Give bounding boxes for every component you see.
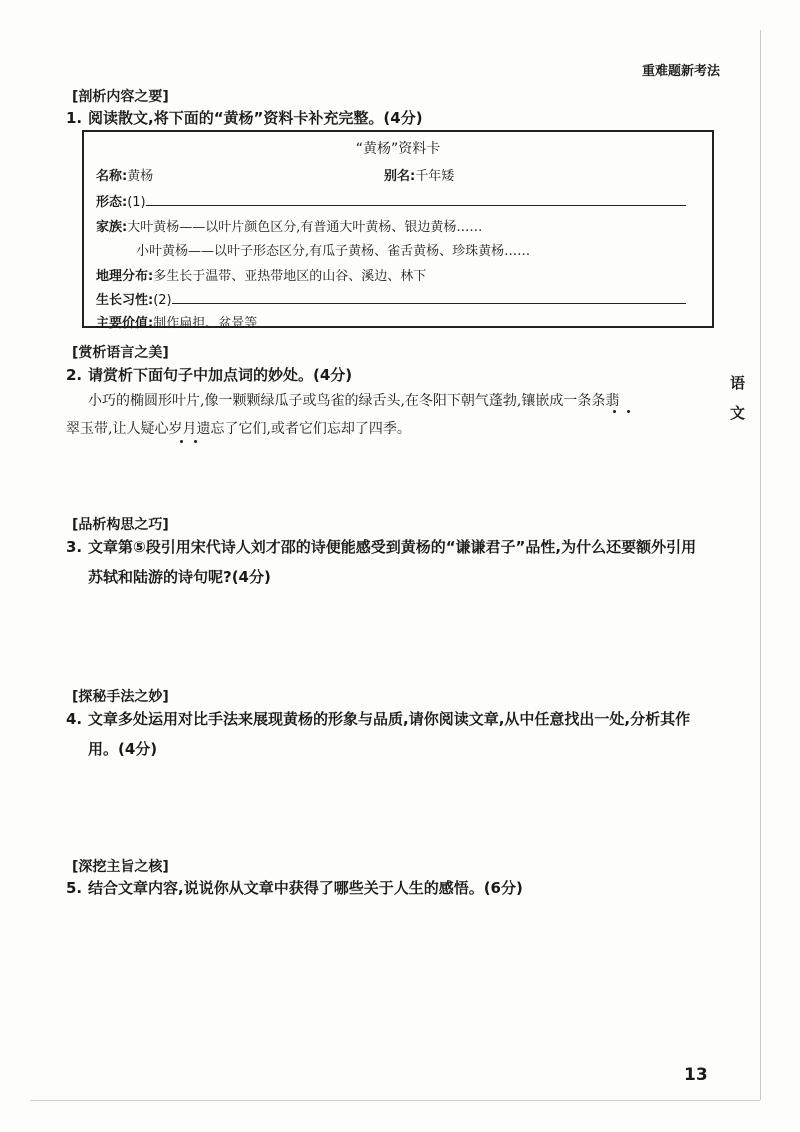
question-text: 结合文章内容,说说你从文章中获得了哪些关于人生的感悟。(6分)	[88, 879, 523, 897]
quoted-sentence: 小巧的椭圆形叶片,像一颗颗绿瓜子或鸟雀的绿舌头,在冬阳下朝气蓬勃,镶嵌成一条条翡	[88, 393, 620, 409]
question-text: 苏轼和陆游的诗句呢?(4分)	[88, 568, 271, 586]
answer-blank[interactable]	[172, 291, 686, 304]
field-value: 千年矮	[415, 169, 455, 184]
blank-number: (2)	[153, 293, 172, 308]
field-label: 形态:	[96, 195, 128, 210]
field-label: 家族:	[96, 220, 128, 235]
page-edge	[30, 1100, 760, 1101]
card-row-family	[96, 216, 482, 235]
subject-label: 文	[730, 404, 746, 422]
card-row-alias	[384, 165, 454, 184]
field-value: 多生长于温带、亚热带地区的山谷、溪边、林下	[153, 269, 427, 284]
field-label: 别名:	[384, 169, 416, 184]
question-1	[66, 103, 726, 133]
section-title: [剖析内容之要]	[72, 89, 169, 105]
question-text: 文章第⑤段引用宋代诗人刘才邵的诗便能感受到黄杨的“谦谦君子”品性,为什么还要额外引用	[88, 538, 697, 556]
question-text: 阅读散文,将下面的“黄杨”资料卡补充完整。(4分)	[88, 109, 423, 127]
field-label: 名称:	[96, 169, 128, 184]
question-text: 用。(4分)	[88, 740, 158, 758]
section-title: [品析构思之巧]	[72, 517, 169, 533]
emphasis-dot	[627, 410, 630, 413]
card-row-form	[96, 191, 686, 210]
page-edge	[760, 30, 761, 1100]
emphasis-dot	[194, 440, 197, 443]
field-value: 大叶黄杨——以叶片颜色区分,有普通大叶黄杨、银边黄杨……	[127, 220, 483, 235]
section-title: [赏析语言之美]	[72, 345, 169, 361]
field-label: 主要价值:	[96, 316, 154, 331]
question-text: 请赏析下面句子中加点词的妙处。(4分)	[88, 366, 353, 384]
question-3	[66, 532, 726, 592]
answer-blank[interactable]	[146, 193, 686, 206]
field-value: 黄杨	[127, 169, 154, 184]
page-header: 重难题新考法	[641, 64, 720, 79]
emphasis-dot	[613, 410, 616, 413]
card-row-name	[96, 165, 153, 184]
field-value: 制作扁担、盆景等	[153, 316, 258, 331]
field-label: 生长习性:	[96, 293, 154, 308]
field-label: 地理分布:	[96, 269, 154, 284]
field-value: 小叶黄杨——以叶子形态区分,有瓜子黄杨、雀舌黄杨、珍珠黄杨……	[136, 244, 531, 259]
question-text: 文章多处运用对比手法来展现黄杨的形象与品质,请你阅读文章,从中任意找出一处,分析其作	[88, 710, 691, 728]
emphasis-dot	[180, 440, 183, 443]
question-number: 3.	[66, 538, 83, 556]
question-number: 4.	[66, 710, 83, 728]
info-card	[82, 130, 714, 331]
section-title: [深挖主旨之核]	[72, 859, 169, 875]
subject-label: 语	[730, 374, 746, 392]
question-number: 5.	[66, 879, 83, 897]
section-title: [探秘手法之妙]	[72, 689, 169, 705]
quoted-sentence: 翠玉带,让人疑心岁月遗忘了它们,或者它们忘却了四季。	[66, 421, 411, 437]
blank-number: (1)	[127, 195, 146, 210]
card-row-habit	[96, 289, 686, 308]
card-title: “黄杨”资料卡	[355, 141, 441, 157]
card-row-value	[96, 312, 257, 331]
card-row-geo	[96, 265, 426, 284]
question-4	[66, 704, 726, 764]
question-number: 1.	[66, 109, 83, 127]
card-row-family	[136, 240, 530, 259]
question-number: 2.	[66, 366, 83, 384]
question-5	[66, 873, 726, 903]
page-number: 13	[684, 1065, 708, 1085]
